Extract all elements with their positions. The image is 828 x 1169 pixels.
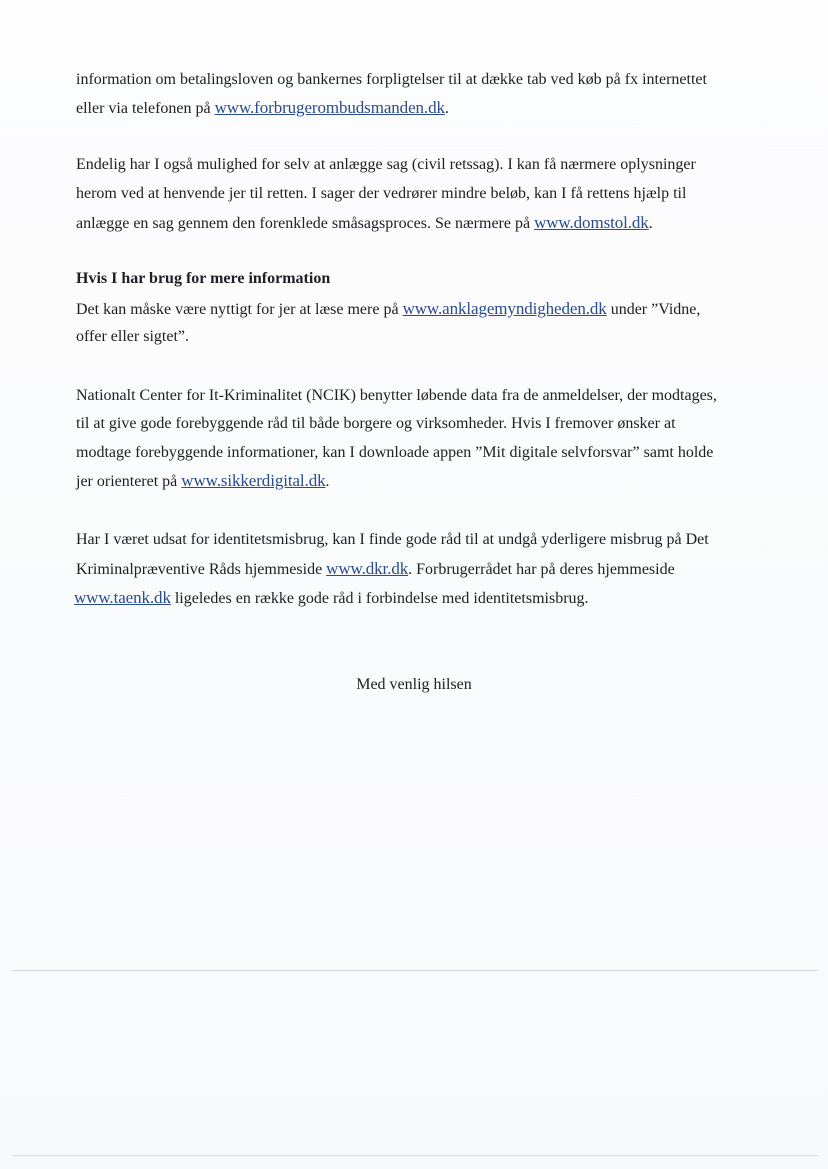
text: herom ved at henvende jer til retten. I sager der vedrører mindre beløb, kan I få rettens hjælp til [76,185,687,202]
link-forbrugerombudsmanden[interactable]: www.forbrugerombudsmanden.dk [214,98,445,117]
paragraph-more-info-line-2 [76,327,189,347]
text: . Forbrugerrådet har på deres hjemmeside [408,561,675,578]
heading-text: Hvis I har brug for mere information [76,270,331,287]
paragraph-civil-case-line-1 [76,155,696,175]
text: information om betalingsloven og bankernes forpligtelser til at dække tab ved køb på fx internettet [76,71,707,88]
link-anklagemyndigheden[interactable]: www.anklagemyndigheden.dk [402,299,607,318]
text: Kriminalpræventive Råds hjemmeside [76,561,327,578]
link-domstol[interactable]: www.domstol.dk [534,213,649,232]
paragraph-civil-case-line-3 [76,213,653,234]
paragraph-payment-info-line-2 [76,98,449,119]
text: jer orienteret på [76,473,182,490]
paragraph-civil-case-line-2 [76,184,686,204]
text: ligeledes en række gode råd i forbindelse med identitetsmisbrug. [170,590,589,607]
paragraph-payment-info-line-1 [76,70,707,90]
text: . [325,473,330,490]
text: eller via telefonen på [76,100,215,117]
text: Endelig har I også mulighed for selv at anlægge sag (civil retssag). I kan få nærmere oplysninger [76,156,696,173]
paragraph-ncik-line-2 [76,414,676,434]
link-taenk[interactable]: www.taenk.dk [74,588,171,607]
paragraph-more-info-line-1 [76,299,700,320]
divider [12,1155,818,1156]
paragraph-identity-line-2 [76,559,675,580]
link-dkr[interactable]: www.dkr.dk [326,559,409,578]
text: . [444,100,449,117]
paragraph-ncik-line-4 [76,471,330,492]
divider [12,970,818,971]
text: offer eller sigtet”. [76,328,189,345]
text: . [648,215,653,232]
paragraph-identity-line-1 [76,530,709,550]
closing-salutation: Med venlig hilsen [356,676,472,693]
text: modtage forebyggende informationer, kan I downloade appen ”Mit digitale selvforsvar” samt holde [76,444,714,461]
text: Har I været udsat for identitetsmisbrug, kan I finde gode råd til at undgå yderligere misbrug på Det [76,531,709,548]
text: anlægge en sag gennem den forenklede småsagsproces. Se nærmere på [76,215,535,232]
text: under ”Vidne, [606,301,701,318]
paragraph-ncik-line-1 [76,386,717,406]
paragraph-identity-line-3 [74,588,589,609]
text: til at give gode forebyggende råd til både borgere og virksomheder. Hvis I fremover ønsker at [76,415,676,432]
link-sikkerdigital[interactable]: www.sikkerdigital.dk [181,471,326,490]
text: Nationalt Center for It-Kriminalitet (NCIK) benytter løbende data fra de anmeldelser, der modtages, [76,387,717,404]
text: Det kan måske være nyttigt for jer at læse mere på [76,301,403,318]
section-heading-more-information [76,269,330,289]
paragraph-ncik-line-3 [76,443,713,463]
